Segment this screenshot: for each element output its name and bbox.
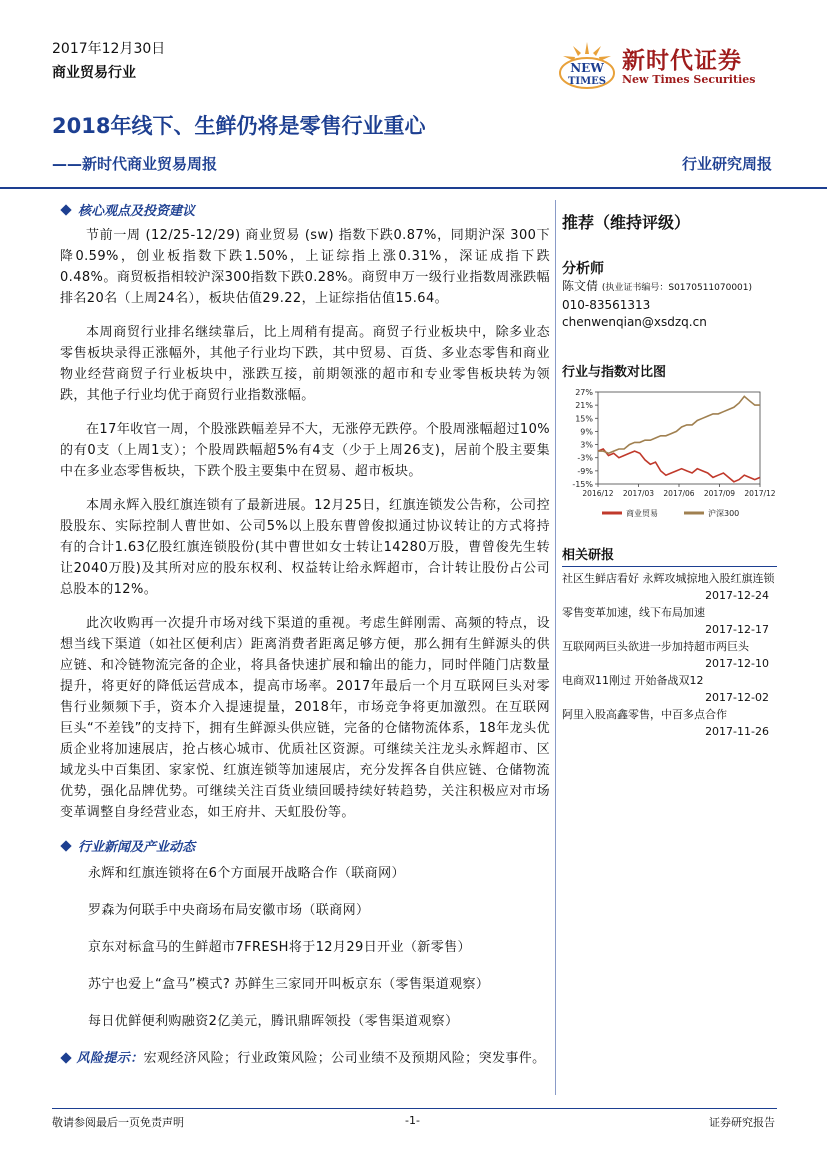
analyst-phone: 010-83561313	[562, 298, 651, 312]
series-line-商业贸易	[598, 449, 760, 482]
logo-badge-icon	[556, 40, 618, 96]
comparison-chart	[562, 386, 777, 526]
news-item[interactable]: 京东对标盒马的生鲜超市7FRESH将于12月29日开业（新零售）	[88, 940, 471, 955]
y-tick-label: 21%	[575, 401, 593, 411]
news-heading-text: 行业新闻及产业动态	[78, 840, 196, 855]
y-tick-label: -9%	[577, 466, 593, 476]
report-type: 行业研究周报	[681, 155, 772, 173]
related-heading: 相关研报	[562, 548, 615, 563]
rating: 推荐（维持评级）	[562, 213, 691, 232]
core-paragraph: 在17年收官一周，个股涨跌幅差异不大，无涨停无跌停。个股周涨幅超过10%的有0支（上周1支）；个股周跌幅超5%有4支（少于上周26支)，居前个股主要集中在多业态零售板块，下跌个股主要集中在贸易、超市板块。	[60, 422, 550, 479]
core-paragraph: 本周商贸行业排名继续靠后，比上周稍有提高。商贸子行业板块中，除多业态零售板块录得正涨幅外，其他子行业均下跌，其中贸易、百货、多业态零售和商业物业经营商贸子行业板块中，涨跌互接，前期领涨的超市和专业零售板块转为领跌，其他子行业均优于商贸行业指数涨幅。	[60, 325, 550, 403]
core-paragraph: 节前一周 (12/25-12/29) 商业贸易 (sw) 指数下跌0.87%，同期沪深 300下降0.59%，创业板指数下跌1.50%，上证综指上涨0.31%，深证成指下跌0.48%。商贸板指相较沪深300指数下跌0.28%。商贸申万一级行业指数周涨跌幅排名20名（上周24名），板块估值29.22，上证综指估值15.64。	[60, 228, 550, 306]
analyst-email[interactable]: chenwenqian@xsdzq.cn	[562, 315, 707, 329]
risk-text: 宏观经济风险；行业政策风险；公司业绩不及预期风险；突发事件。	[143, 1051, 546, 1066]
analyst-heading: 分析师	[562, 261, 604, 277]
main-content	[60, 200, 550, 1069]
report-title: 2018年线下、生鲜仍将是零售行业重心	[52, 114, 426, 138]
y-tick-label: 27%	[575, 388, 593, 397]
legend-label: 沪深300	[708, 509, 740, 518]
core-view-heading	[60, 200, 550, 219]
page-number: -1-	[405, 1114, 420, 1127]
related-report-title[interactable]: 零售变革加速，线下布局加速	[562, 606, 705, 619]
news-item[interactable]: 苏宁也爱上“盒马”模式? 苏鲜生三家同开叫板京东（零售渠道观察）	[88, 977, 490, 992]
x-tick-label: 2017/03	[622, 489, 655, 498]
chart-heading: 行业与指数对比图	[562, 365, 667, 380]
related-report-date: 2017-11-26	[705, 725, 769, 738]
x-tick-label: 2017/06	[663, 489, 695, 498]
y-tick-label: -15%	[572, 480, 593, 489]
x-tick-label: 2017/12	[744, 489, 776, 498]
related-report-title[interactable]: 阿里入股高鑫零售，中百多点合作	[562, 708, 727, 721]
series-line-沪深300	[598, 396, 760, 453]
news-item[interactable]: 永辉和红旗连锁将在6个方面展开战略合作（联商网）	[88, 866, 405, 881]
footer-divider	[52, 1108, 777, 1109]
related-report-date: 2017-12-10	[705, 657, 769, 670]
related-report-date: 2017-12-02	[705, 691, 769, 704]
header-divider	[0, 187, 827, 189]
core-view-heading-text: 核心观点及投资建议	[78, 204, 196, 219]
analyst-name: 陈文倩	[562, 279, 599, 293]
analyst-cert: (执业证书编号：S0170511070001)	[601, 283, 753, 293]
y-tick-label: 3%	[580, 440, 593, 450]
diamond-bullet-icon	[60, 204, 71, 215]
related-report-title[interactable]: 互联网两巨头欲进一步加持超市两巨头	[562, 640, 749, 653]
company-logo	[556, 40, 776, 96]
legend-label: 商业贸易	[626, 509, 658, 518]
report-subtitle: ——新时代商业贸易周报	[52, 155, 218, 173]
column-divider	[555, 200, 556, 1095]
logo-english-name: New Times Securities	[622, 73, 756, 86]
risk-label: 风险提示：	[76, 1051, 144, 1066]
core-paragraph: 此次收购再一次提升市场对线下渠道的重视。考虑生鲜刚需、高频的特点，设想当线下渠道（如社区便利店）距离消费者距离足够方便，那么拥有生鲜源头的供应链、和冷链物流完备的企业，将具备快速扩展和输出的能力，同时伴随门店数量提升，将更好的降低运营成本，提高市场率。2017年最后一个月互联网巨头对零售行业频频下手，资本介入提速提量，2018年，市场竞争将更加激烈。在互联网巨头“不差钱”的支持下，拥有生鲜源头供应链，完备的仓储物流体系，18年龙头优质企业将加速展店，抢占核心城市、优质社区资源。可继续关注龙头永辉超市、区域龙头中百集团、家家悦、红旗连锁等加速展店，充分发挥各自供应链、仓储物流优势，强化品牌优势。可继续关注百货业绩回暖持续好转趋势，关注积极应对市场变革调整自身经营业态，如王府井、天虹股份等。	[60, 616, 550, 820]
related-report-date: 2017-12-24	[705, 589, 769, 602]
diamond-bullet-icon	[60, 1052, 71, 1063]
logo-badge-line2: TIMES	[567, 76, 607, 87]
report-date: 2017年12月30日	[52, 41, 166, 57]
news-item[interactable]: 罗森为何联手中央商场布局安徽市场（联商网）	[88, 903, 370, 918]
y-tick-label: 9%	[580, 427, 593, 437]
footer-label: 证券研究报告	[709, 1116, 775, 1129]
diamond-bullet-icon	[60, 840, 71, 851]
risk-warning	[60, 1048, 550, 1069]
x-tick-label: 2016/12	[582, 489, 614, 498]
logo-badge-line1: NEW	[570, 61, 604, 75]
industry-name: 商业贸易行业	[52, 65, 136, 81]
related-list	[562, 566, 777, 740]
related-report-date: 2017-12-17	[705, 623, 769, 636]
related-report-title[interactable]: 电商双11刚过 开始备战双12	[562, 674, 704, 687]
y-tick-label: 15%	[575, 414, 593, 424]
related-report-title[interactable]: 社区生鲜店看好 永辉攻城掠地入股红旗连锁	[562, 572, 775, 585]
y-tick-label: -3%	[577, 453, 593, 463]
news-heading	[60, 836, 550, 855]
news-item[interactable]: 每日优鲜便利购融资2亿美元，腾讯鼎晖领投（零售渠道观察）	[88, 1014, 459, 1029]
core-paragraph: 本周永辉入股红旗连锁有了最新进展。12月25日，红旗连锁发公告称，公司控股股东、实际控制人曹世如、公司5%以上股东曹曾俊拟通过协议转让的方式将持有的合计1.63亿股红旗连锁股份(其中曹世如女士转让14280万股，曹曾俊先生转让2040万股)及其所对应的股东权利、权益转让给永辉超市，合计转让股份占公司总股本的12%。	[60, 498, 550, 597]
sidebar	[562, 200, 777, 740]
footer-disclaimer[interactable]: 敬请参阅最后一页免责声明	[52, 1116, 184, 1129]
logo-chinese-name: 新时代证券	[622, 47, 742, 74]
x-tick-label: 2017/09	[703, 489, 736, 498]
analyst-line	[562, 278, 777, 297]
